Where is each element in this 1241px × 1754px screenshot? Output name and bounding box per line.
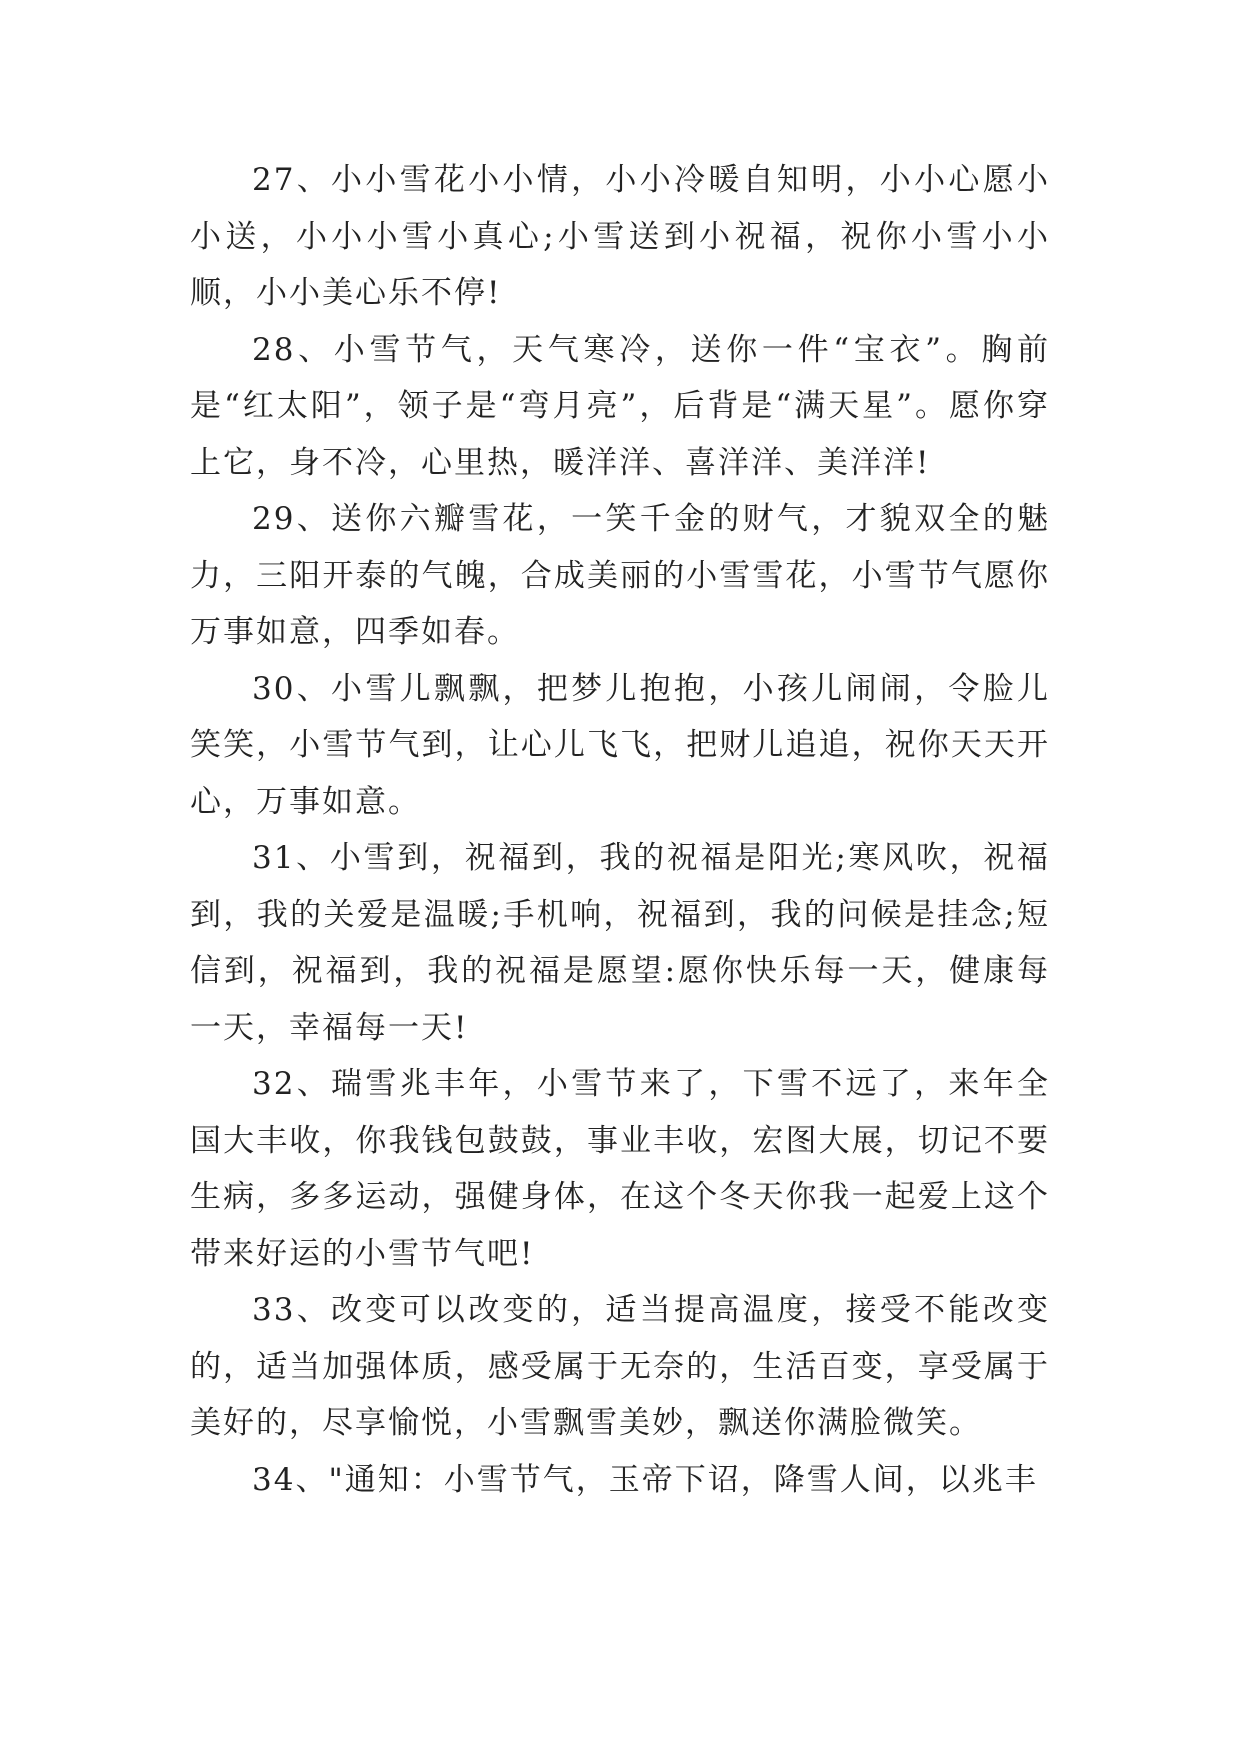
paragraph-32: 32、瑞雪兆丰年，小雪节来了，下雪不远了，来年全国大丰收，你我钱包鼓鼓，事业丰收，宏图大展，切记不要生病，多多运动，强健身体，在这个冬天你我一起爱上这个带来好运的小雪节气吧! <box>190 1066 1050 1272</box>
paragraph-28: 28、小雪节气，天气寒冷，送你一件“宝衣”。胸前是“红太阳”，领子是“弯月亮”，后背是“满天星”。愿你穿上它，身不冷，心里热，暖洋洋、喜洋洋、美洋洋! <box>190 331 1050 481</box>
paragraph-30: 30、小雪儿飘飘，把梦儿抱抱，小孩儿闹闹，令脸儿笑笑，小雪节气到，让心儿飞飞，把财儿追追，祝你天天开心，万事如意。 <box>190 670 1050 820</box>
paragraph-34: 34、"通知：小雪节气，玉帝下诏，降雪人间，以兆丰 <box>252 1461 1038 1498</box>
document-body <box>190 152 1050 1508</box>
paragraph-29: 29、送你六瓣雪花，一笑千金的财气，才貌双全的魅力，三阳开泰的气魄，合成美丽的小雪雪花，小雪节气愿你万事如意，四季如春。 <box>190 501 1050 650</box>
paragraph-31: 31、小雪到，祝福到，我的祝福是阳光;寒风吹，祝福到，我的关爱是温暖;手机响，祝福到，我的问候是挂念;短信到，祝福到，我的祝福是愿望:愿你快乐每一天，健康每一天，幸福每一天! <box>190 840 1050 1046</box>
paragraph-33: 33、改变可以改变的，适当提高温度，接受不能改变的，适当加强体质，感受属于无奈的，生活百变，享受属于美好的，尽享愉悦，小雪飘雪美妙，飘送你满脸微笑。 <box>190 1292 1050 1441</box>
paragraph-27: 27、小小雪花小小情，小小冷暖自知明，小小心愿小小送，小小小雪小真心;小雪送到小祝福，祝你小雪小小顺，小小美心乐不停! <box>190 162 1050 311</box>
